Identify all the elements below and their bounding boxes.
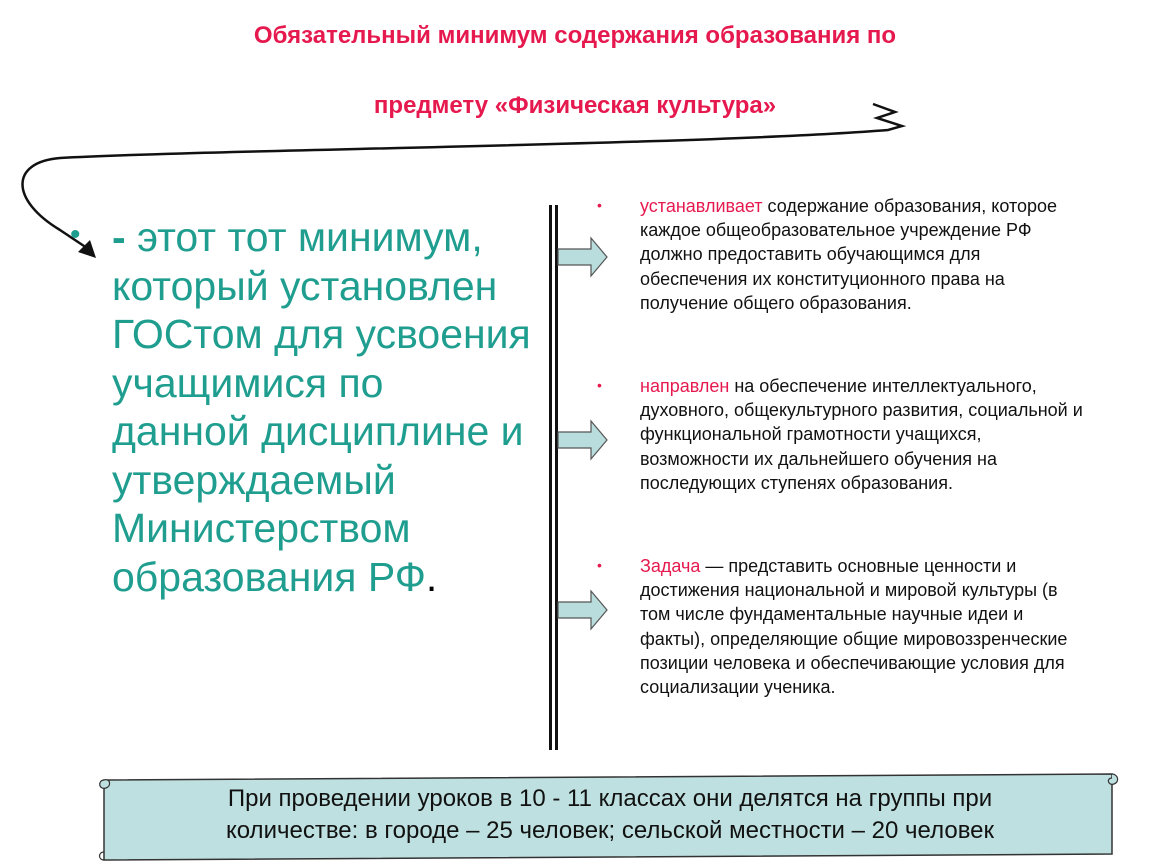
title-line-1: Обязательный минимум содержания образования по (253, 22, 897, 49)
item-bullet: • (597, 197, 602, 213)
left-main-text (112, 213, 532, 601)
item-keyword: Задача (640, 556, 701, 576)
item-text: на обеспечение интеллектуального, духовного, общекультурного развития, социальной и функциональной грамотности учащихся, возможности их дальнейшего обучения на последующих ступенях образования. (640, 376, 1083, 493)
list-item-directed (640, 374, 1090, 495)
item-text: — представить основные ценности и достижения национальной и мировой культуры (в том числе фундаментальные научные идеи и факты), определяющие общие мировоззренческие позиции человека и обеспечивающие условия для социализации ученика. (640, 556, 1068, 698)
arrow-right-icon (557, 236, 609, 278)
arrow-right-icon (557, 419, 609, 461)
vertical-divider (549, 205, 559, 750)
arrow-right-icon (557, 589, 609, 631)
item-bullet: • (597, 377, 602, 393)
item-keyword: устанавливает (640, 196, 763, 216)
banner-line-1: При проведении уроков в 10 - 11 классах они делятся на группы при (227, 785, 993, 812)
item-keyword: направлен (640, 376, 730, 396)
item-text: содержание образования, которое каждое общеобразовательное учреждение РФ должно предоставить обучающимся для обеспечения их конституционного права на получение общего образования. (640, 196, 1058, 313)
list-item-establishes (640, 194, 1090, 315)
left-dash: - (112, 214, 126, 260)
left-statement: этот тот минимум, который установлен ГОСтом для усвоения учащимися по данной дисциплине и утверждаемый Министерством образования РФ (112, 214, 531, 600)
left-period: . (425, 553, 438, 600)
banner-line-2: количестве: в городе – 25 человек; сельской местности – 20 человек (225, 817, 995, 844)
list-item-task (640, 554, 1090, 699)
item-bullet: • (597, 557, 602, 573)
banner-text (120, 783, 1100, 847)
left-bullet: • (70, 218, 81, 251)
title-line-2: предмету «Физическая культура» (373, 92, 777, 119)
